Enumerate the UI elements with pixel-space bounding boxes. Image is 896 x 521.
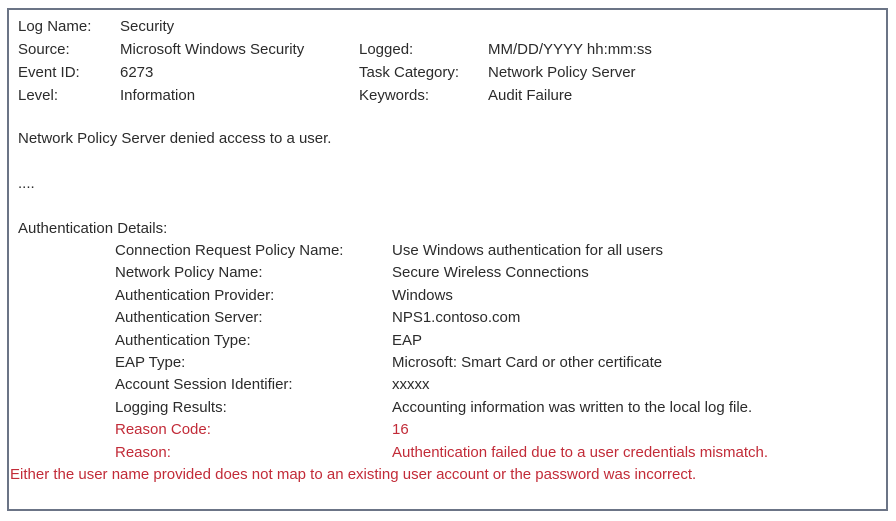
detail-label: Authentication Type: [115, 331, 251, 349]
field-label: Keywords: [359, 87, 430, 104]
ellipsis-line: .... [18, 175, 35, 192]
detail-row [115, 330, 886, 352]
field-value: 6273 [120, 64, 154, 81]
detail-value: Windows [392, 286, 453, 304]
detail-row [115, 240, 886, 262]
field-value [488, 15, 886, 38]
detail-label: Authentication Server: [115, 309, 263, 327]
detail-value: Accounting information was written to the local log file. [392, 398, 753, 416]
detail-row-reason-code [115, 419, 886, 441]
event-log-panel [7, 8, 888, 511]
detail-label: EAP Type: [115, 354, 186, 372]
field-label: Logged: [359, 41, 414, 58]
detail-value: Microsoft: Smart Card or other certificate [392, 354, 663, 372]
detail-label: Connection Request Policy Name: [115, 242, 344, 259]
detail-value: 16 [392, 421, 409, 439]
field-value: Audit Failure [488, 87, 573, 104]
auth-details-list [9, 240, 886, 464]
detail-label: Reason: [115, 443, 171, 461]
field-label [359, 15, 488, 38]
footnote-text: Either the user name provided does not map to an existing user account or the password was incorrect. [10, 466, 697, 483]
detail-value: NPS1.contoso.com [392, 309, 521, 327]
field-value: MM/DD/YYYY hh:mm:ss [488, 41, 652, 58]
header-row [18, 84, 886, 107]
detail-label: Network Policy Name: [115, 264, 263, 282]
detail-row [115, 285, 886, 307]
detail-row [115, 374, 886, 396]
field-label: Task Category: [359, 64, 460, 81]
field-label: Source: [18, 41, 70, 58]
detail-row-reason [115, 442, 886, 464]
detail-value: Secure Wireless Connections [392, 264, 589, 282]
field-value: Network Policy Server [488, 64, 636, 81]
detail-label: Authentication Provider: [115, 286, 275, 304]
event-description: Network Policy Server denied access to a user. [18, 130, 332, 147]
detail-label: Account Session Identifier: [115, 376, 293, 394]
detail-label: Reason Code: [115, 421, 211, 439]
field-label: Log Name: [18, 18, 92, 35]
header-row [18, 38, 886, 61]
field-label: Event ID: [18, 64, 80, 81]
detail-row [115, 397, 886, 419]
field-value: Security [120, 18, 175, 35]
header-row [18, 15, 886, 38]
detail-value: xxxxx [392, 376, 430, 394]
field-label: Level: [18, 87, 59, 104]
event-header [9, 15, 886, 107]
field-value: Information [120, 87, 196, 104]
detail-value: Authentication failed due to a user credentials mismatch. [392, 443, 769, 461]
field-value: Microsoft Windows Security [120, 41, 305, 58]
detail-value: EAP [392, 331, 423, 349]
auth-details-title: Authentication Details: [18, 220, 168, 237]
detail-label: Logging Results: [115, 398, 227, 416]
detail-row [115, 262, 886, 284]
detail-value: Use Windows authentication for all users [392, 242, 663, 259]
header-row [18, 61, 886, 84]
detail-row [115, 307, 886, 329]
detail-row [115, 352, 886, 374]
